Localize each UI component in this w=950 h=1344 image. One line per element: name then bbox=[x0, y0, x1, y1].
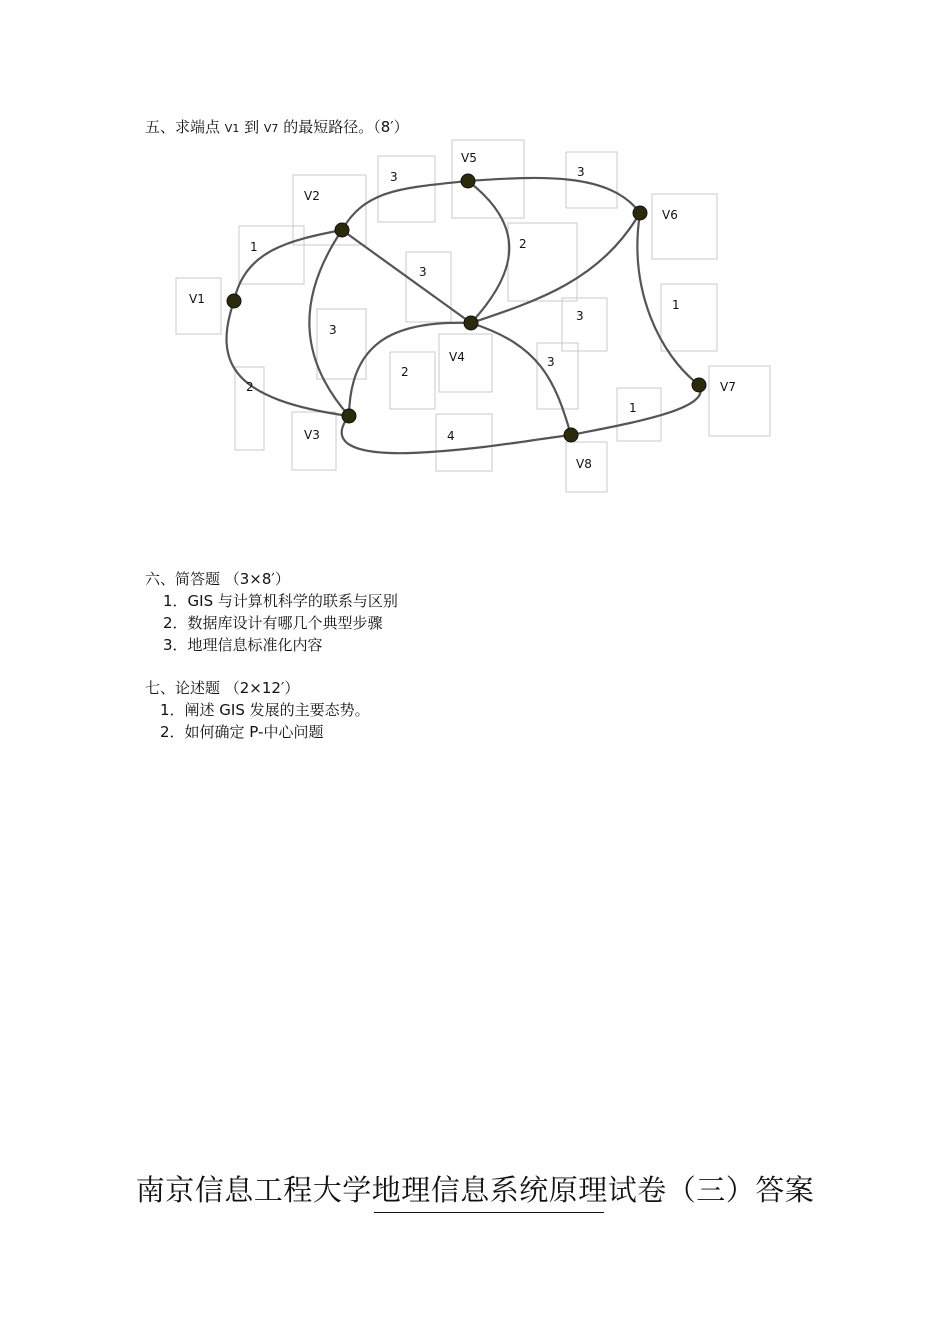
node-v4 bbox=[464, 316, 478, 330]
weight-v3-v8: 4 bbox=[447, 429, 455, 443]
node-v8 bbox=[564, 428, 578, 442]
weight-v4-v6: 3 bbox=[576, 309, 584, 323]
weight-v6-v7: 1 bbox=[672, 298, 680, 312]
question-6-item-2: 2．数据库设计有哪几个典型步骤 bbox=[163, 614, 383, 632]
node-label-v1: V1 bbox=[189, 292, 205, 306]
weight-v1-v2: 1 bbox=[250, 240, 258, 254]
question-7-item-2: 2．如何确定 P-中心问题 bbox=[160, 723, 324, 741]
node-label-v6: V6 bbox=[662, 208, 678, 222]
weight-v1-v3: 2 bbox=[246, 380, 254, 394]
node-label-v7: V7 bbox=[720, 380, 736, 394]
node-label-v8: V8 bbox=[576, 457, 592, 471]
weight-v2-v5: 3 bbox=[390, 170, 398, 184]
node-labels bbox=[189, 151, 736, 471]
question-6-item-1: 1．GIS 与计算机科学的联系与区别 bbox=[163, 592, 398, 610]
question-6-title: 六、简答题 （3×8′） bbox=[145, 570, 290, 588]
node-v3 bbox=[342, 409, 356, 423]
question-6-item-3: 3．地理信息标准化内容 bbox=[163, 636, 323, 654]
node-v5 bbox=[461, 174, 475, 188]
weight-v8-v7: 1 bbox=[629, 401, 637, 415]
edge-v4-v8 bbox=[471, 323, 571, 435]
edge-v2-v5 bbox=[342, 181, 468, 230]
node-v7 bbox=[692, 378, 706, 392]
weight-v3-v4: 2 bbox=[401, 365, 409, 379]
edge-v4-v6 bbox=[471, 213, 640, 323]
node-v6 bbox=[633, 206, 647, 220]
weight-v4-v5: 2 bbox=[519, 237, 527, 251]
edge-v3-v4 bbox=[349, 323, 471, 416]
node-v1 bbox=[227, 294, 241, 308]
edge-v3-v8 bbox=[342, 416, 571, 453]
weight-v5-v6: 3 bbox=[577, 165, 585, 179]
weight-v2-v3: 3 bbox=[329, 323, 337, 337]
edge-v6-v7 bbox=[637, 213, 699, 385]
answer-key-title: 南京信息工程大学地理信息系统原理试卷（三）答案 bbox=[135, 1173, 815, 1207]
node-label-v5: V5 bbox=[461, 151, 477, 165]
weight-v4-v8: 3 bbox=[547, 355, 555, 369]
title-underline bbox=[374, 1212, 604, 1213]
weight-v2-v4: 3 bbox=[419, 265, 427, 279]
node-label-v3: V3 bbox=[304, 428, 320, 442]
node-label-v4: V4 bbox=[449, 350, 465, 364]
question-7-title: 七、论述题 （2×12′） bbox=[145, 679, 300, 697]
edge-v4-v5 bbox=[468, 181, 509, 323]
question-5-title: 五、求端点 V1 到 V7 的最短路径。（8′） bbox=[145, 118, 409, 136]
shortest-path-graph bbox=[0, 0, 950, 520]
question-7-item-1: 1．阐述 GIS 发展的主要态势。 bbox=[160, 701, 370, 719]
node-v2 bbox=[335, 223, 349, 237]
node-label-v2: V2 bbox=[304, 189, 320, 203]
edge-v1-v3 bbox=[227, 301, 349, 416]
